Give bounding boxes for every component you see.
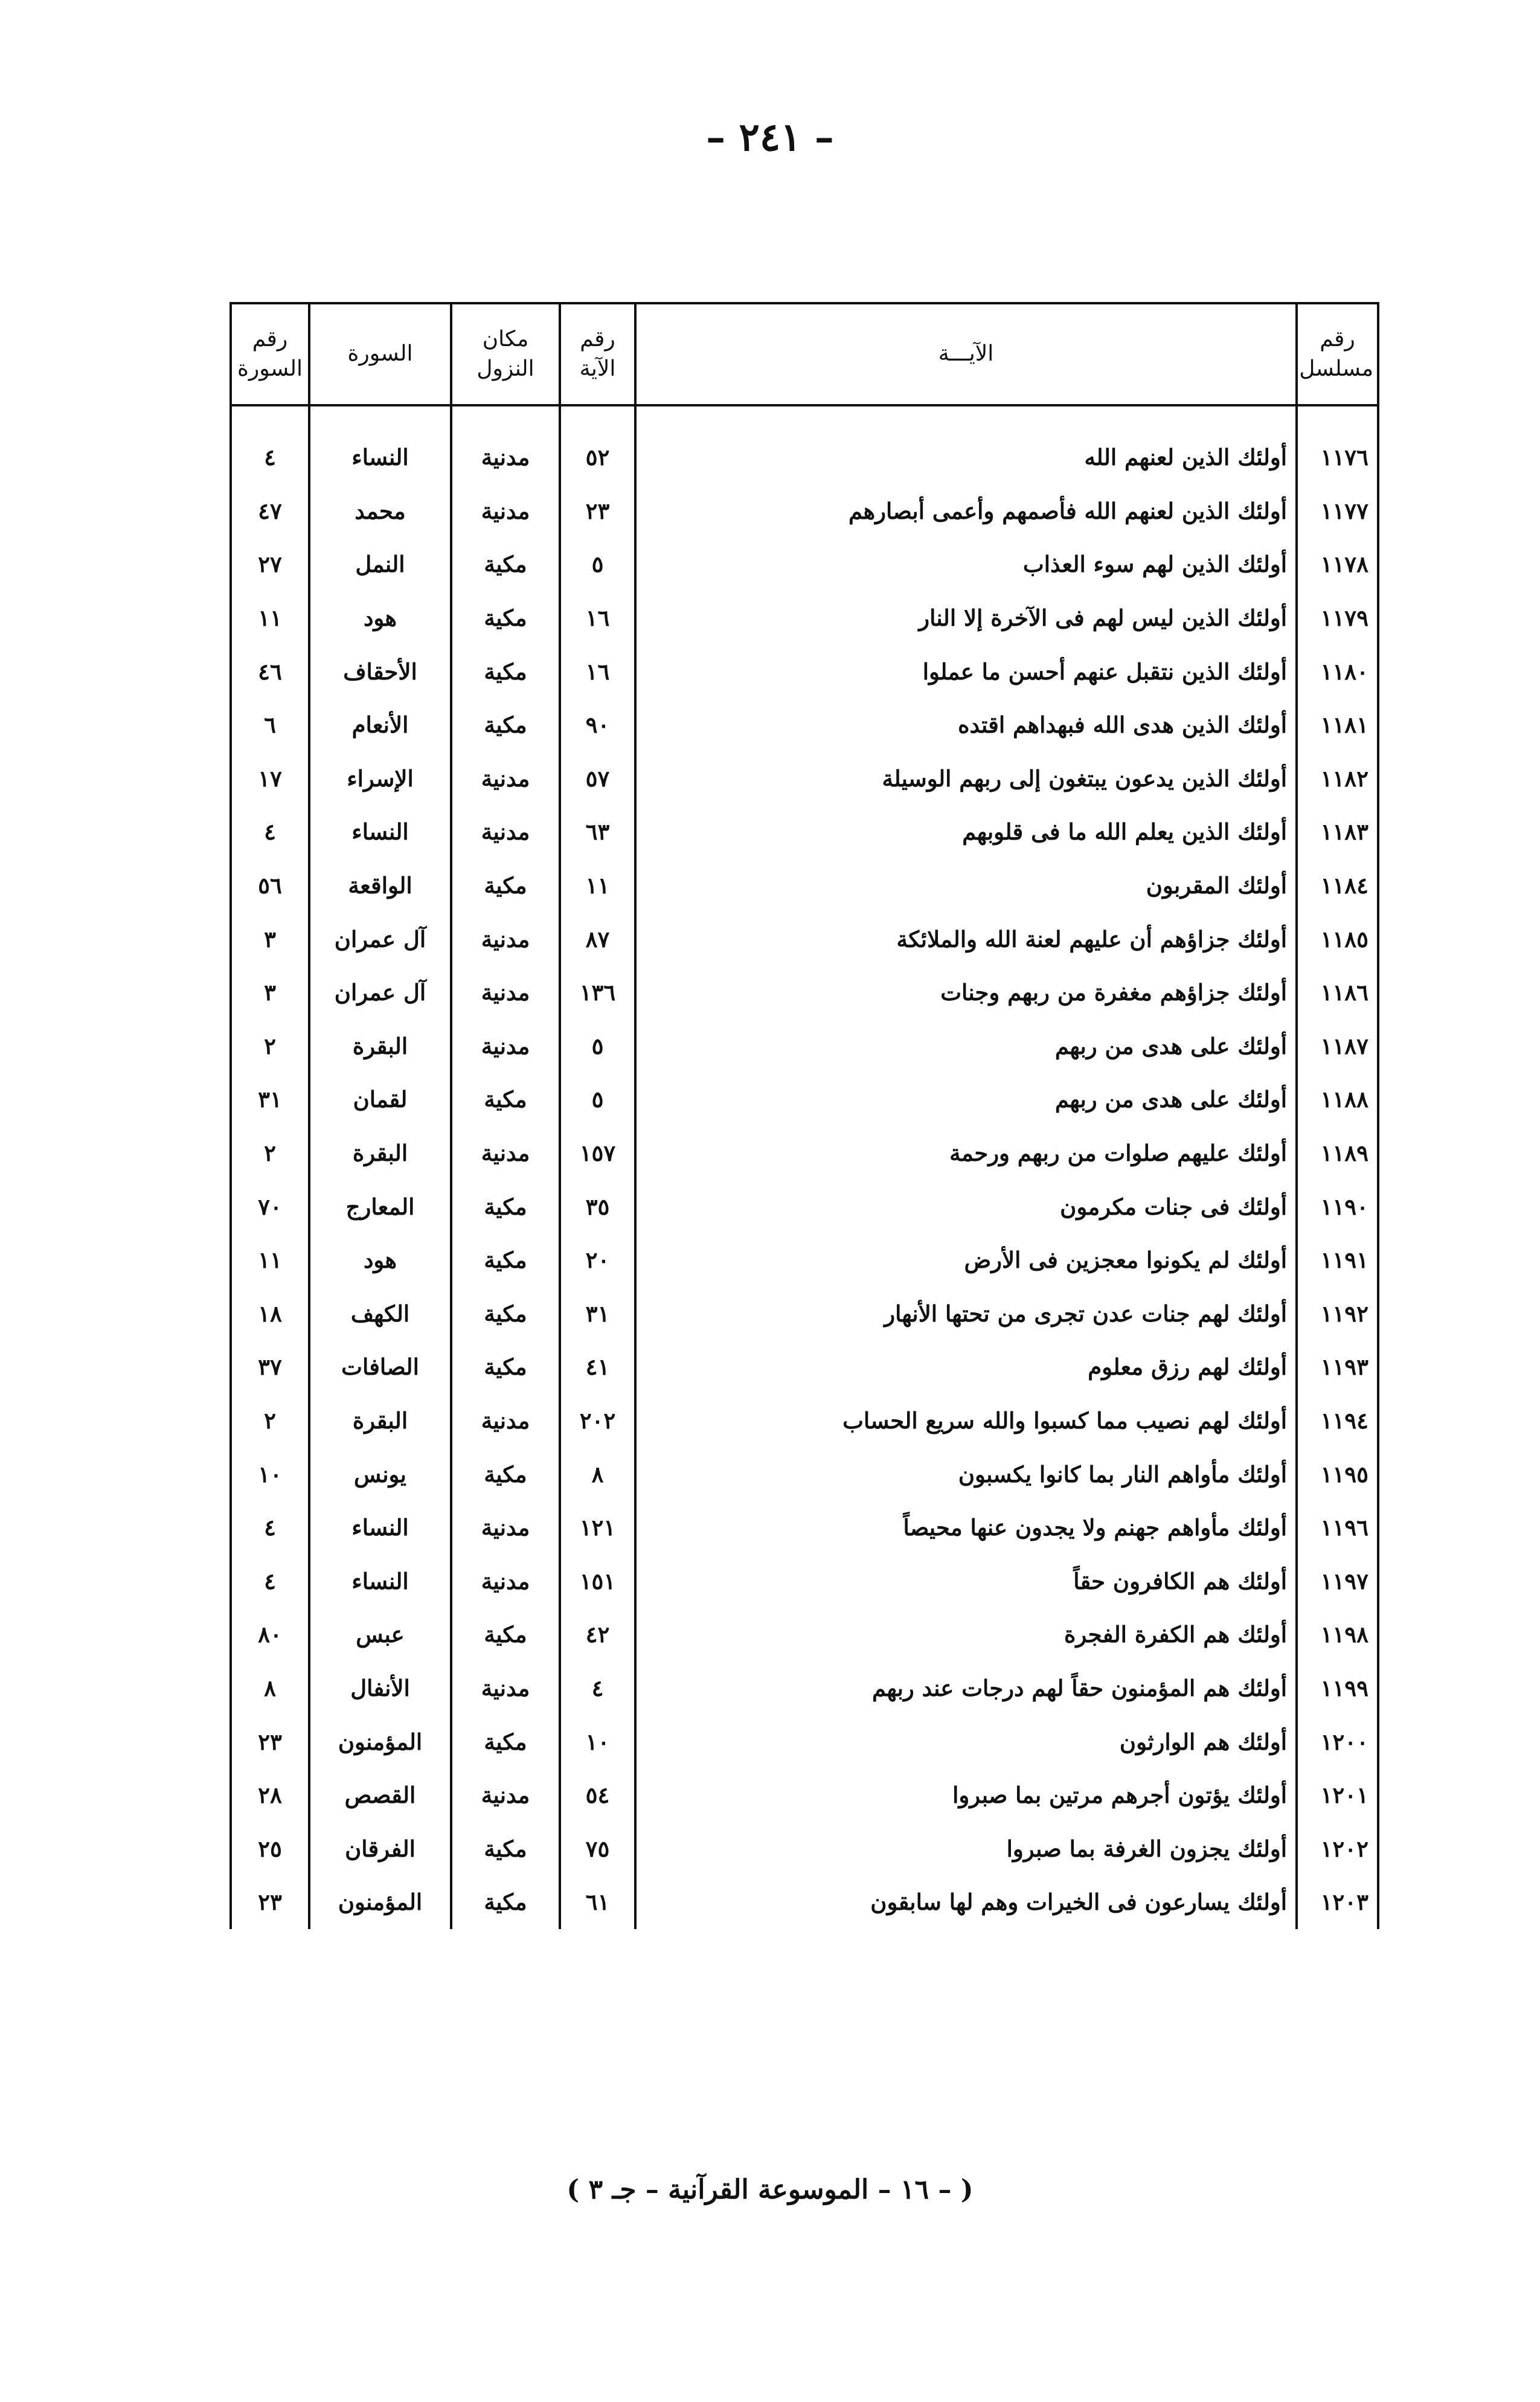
surah-name-cell: القصص [309,1768,451,1822]
verse-cell: أولئك الذين يعلم الله ما فى قلوبهم [635,805,1297,859]
table-row [231,484,1378,538]
ayah-number-cell: ١٦ [560,591,635,645]
serial-cell: ١٢٠٠ [1297,1715,1378,1768]
table-row [231,1180,1378,1233]
table-spacer-row [231,405,1378,431]
revelation-place-cell: مدنية [451,966,560,1020]
verse-cell: أولئك المقربون [635,859,1297,913]
ayah-number-cell: ٧٥ [560,1822,635,1875]
verse-cell: أولئك يؤتون أجرهم مرتين بما صبروا [635,1768,1297,1822]
surah-name-cell: المؤمنون [309,1875,451,1929]
surah-name-cell: البقرة [309,1020,451,1073]
ayah-number-cell: ٦١ [560,1875,635,1929]
surah-name-cell: آل عمران [309,912,451,966]
ayah-number-cell: ٨ [560,1447,635,1501]
table-row [231,431,1378,484]
serial-cell: ١١٩٤ [1297,1394,1378,1448]
verse-cell: أولئك الذين هدى الله فبهداهم اقتده [635,698,1297,752]
serial-cell: ١١٨٠ [1297,644,1378,698]
verse-cell: أولئك على هدى من ربهم [635,1073,1297,1126]
verse-cell: أولئك لهم نصيب مما كسبوا والله سريع الحساب [635,1394,1297,1448]
verse-cell: أولئك جزاؤهم أن عليهم لعنة الله والملائكة [635,912,1297,966]
serial-cell: ١١٩٦ [1297,1501,1378,1555]
table-row [231,591,1378,645]
verse-cell: أولئك هم الكفرة الفجرة [635,1608,1297,1662]
revelation-place-cell: مكية [451,538,560,591]
ayah-number-cell: ١١ [560,859,635,913]
surah-number-cell: ٤ [231,1554,309,1608]
surah-name-cell: البقرة [309,1394,451,1448]
ayah-number-cell: ٥ [560,538,635,591]
verse-cell: أولئك مأواهم النار بما كانوا يكسبون [635,1447,1297,1501]
verse-cell: أولئك الذين لعنهم الله فأصمهم وأعمى أبصارهم [635,484,1297,538]
table-row [231,644,1378,698]
serial-cell: ١١٩٥ [1297,1447,1378,1501]
table-row [231,1447,1378,1501]
table-row [231,1340,1378,1394]
surah-name-cell: الفرقان [309,1822,451,1875]
serial-cell: ١١٧٩ [1297,591,1378,645]
verse-cell: أولئك جزاؤهم مغفرة من ربهم وجنات [635,966,1297,1020]
table-row [231,1501,1378,1555]
verse-cell: أولئك يسارعون فى الخيرات وهم لها سابقون [635,1875,1297,1929]
serial-cell: ١١٨٥ [1297,912,1378,966]
ayah-number-cell: ٥٧ [560,752,635,806]
surah-number-cell: ٢٨ [231,1768,309,1822]
surah-number-cell: ٦ [231,698,309,752]
revelation-place-cell: مدنية [451,752,560,806]
verse-cell: أولئك هم الكافرون حقاً [635,1554,1297,1608]
verse-cell: أولئك على هدى من ربهم [635,1020,1297,1073]
verse-cell: أولئك الذين ليس لهم فى الآخرة إلا النار [635,591,1297,645]
surah-name-cell: الأنعام [309,698,451,752]
surah-number-cell: ١١ [231,591,309,645]
surah-number-cell: ٥٦ [231,859,309,913]
surah-name-cell: المعارج [309,1180,451,1233]
surah-number-cell: ٣ [231,912,309,966]
table-row [231,912,1378,966]
serial-cell: ١١٩٠ [1297,1180,1378,1233]
surah-name-cell: النساء [309,431,451,484]
table-body [231,405,1378,1929]
serial-cell: ١١٩٨ [1297,1608,1378,1662]
serial-cell: ١١٨٩ [1297,1126,1378,1180]
serial-cell: ١١٩٣ [1297,1340,1378,1394]
verse-cell: أولئك الذين لعنهم الله [635,431,1297,484]
revelation-place-cell: مدنية [451,805,560,859]
serial-cell: ١١٨٣ [1297,805,1378,859]
serial-cell: ١١٩١ [1297,1233,1378,1287]
table-row [231,1608,1378,1662]
surah-name-cell: الأحقاف [309,644,451,698]
surah-number-cell: ١٠ [231,1447,309,1501]
surah-number-cell: ٢٣ [231,1715,309,1768]
ayah-number-cell: ٤ [560,1662,635,1715]
surah-number-cell: ٢٧ [231,538,309,591]
surah-number-cell: ٤٧ [231,484,309,538]
revelation-place-cell: مدنية [451,1020,560,1073]
surah-number-cell: ٨ [231,1662,309,1715]
verse-cell: أولئك الذين لهم سوء العذاب [635,538,1297,591]
ayah-number-cell: ١٣٦ [560,966,635,1020]
serial-cell: ١١٨٤ [1297,859,1378,913]
surah-number-cell: ٤ [231,1501,309,1555]
revelation-place-cell: مكية [451,1340,560,1394]
verse-cell: أولئك يجزون الغرفة بما صبروا [635,1822,1297,1875]
ayah-number-cell: ٥٢ [560,431,635,484]
table-row [231,1715,1378,1768]
surah-name-cell: هود [309,1233,451,1287]
ayah-number-cell: ٢٠ [560,1233,635,1287]
surah-name-cell: الكهف [309,1287,451,1341]
revelation-place-cell: مدنية [451,1394,560,1448]
serial-cell: ١١٧٨ [1297,538,1378,591]
page-number: – ٢٤١ – [706,115,834,160]
verse-index-table [229,302,1377,1929]
revelation-place-cell: مكية [451,1073,560,1126]
ayah-number-cell: ١٢١ [560,1501,635,1555]
surah-number-cell: ١٧ [231,752,309,806]
surah-number-cell: ١٨ [231,1287,309,1341]
revelation-place-cell: مكية [451,859,560,913]
table-row [231,1073,1378,1126]
revelation-place-cell: مدنية [451,1554,560,1608]
table-row [231,752,1378,806]
serial-cell: ١١٩٩ [1297,1662,1378,1715]
surah-number-cell: ٣١ [231,1073,309,1126]
table-row [231,1554,1378,1608]
surah-number-cell: ٢٥ [231,1822,309,1875]
surah-name-cell: محمد [309,484,451,538]
revelation-place-cell: مكية [451,1233,560,1287]
revelation-place-cell: مدنية [451,912,560,966]
table-row [231,538,1378,591]
surah-name-cell: النساء [309,805,451,859]
surah-name-cell: البقرة [309,1126,451,1180]
revelation-place-cell: مكية [451,591,560,645]
revelation-place-cell: مكية [451,698,560,752]
surah-number-cell: ٤ [231,805,309,859]
table-row [231,805,1378,859]
table-row [231,1822,1378,1875]
surah-number-cell: ٢ [231,1126,309,1180]
surah-name-cell: الإسراء [309,752,451,806]
table-row [231,1233,1378,1287]
verse-cell: أولئك عليهم صلوات من ربهم ورحمة [635,1126,1297,1180]
ayah-number-cell: ١٥٧ [560,1126,635,1180]
revelation-place-cell: مكية [451,1447,560,1501]
surah-name-cell: النساء [309,1554,451,1608]
revelation-place-cell: مدنية [451,431,560,484]
surah-name-cell: المؤمنون [309,1715,451,1768]
table-row [231,859,1378,913]
table-row [231,1768,1378,1822]
header-revelation-place: مكان النزول [451,303,560,405]
ayah-number-cell: ١٦ [560,644,635,698]
revelation-place-cell: مدنية [451,1126,560,1180]
ayah-number-cell: ٩٠ [560,698,635,752]
surah-name-cell: الصافات [309,1340,451,1394]
surah-number-cell: ٨٠ [231,1608,309,1662]
serial-cell: ١١٩٧ [1297,1554,1378,1608]
serial-cell: ١١٨٢ [1297,752,1378,806]
serial-cell: ١٢٠١ [1297,1768,1378,1822]
verse-cell: أولئك لم يكونوا معجزين فى الأرض [635,1233,1297,1287]
verse-cell: أولئك لهم رزق معلوم [635,1340,1297,1394]
revelation-place-cell: مكية [451,1822,560,1875]
serial-cell: ١١٨١ [1297,698,1378,752]
ayah-number-cell: ٥٤ [560,1768,635,1822]
verse-cell: أولئك فى جنات مكرمون [635,1180,1297,1233]
table-row [231,1287,1378,1341]
table-row [231,966,1378,1020]
revelation-place-cell: مكية [451,644,560,698]
verse-cell: أولئك الذين نتقبل عنهم أحسن ما عملوا [635,644,1297,698]
ayah-number-cell: ٣٥ [560,1180,635,1233]
surah-number-cell: ١١ [231,1233,309,1287]
table-row [231,1126,1378,1180]
serial-cell: ١١٨٨ [1297,1073,1378,1126]
verse-cell: أولئك لهم جنات عدن تجرى من تحتها الأنهار [635,1287,1297,1341]
surah-name-cell: النساء [309,1501,451,1555]
revelation-place-cell: مكية [451,1180,560,1233]
surah-name-cell: لقمان [309,1073,451,1126]
surah-number-cell: ٣ [231,966,309,1020]
surah-number-cell: ٧٠ [231,1180,309,1233]
surah-name-cell: آل عمران [309,966,451,1020]
revelation-place-cell: مكية [451,1715,560,1768]
surah-name-cell: هود [309,591,451,645]
ayah-number-cell: ٨٧ [560,912,635,966]
verse-cell: أولئك مأواهم جهنم ولا يجدون عنها محيصاً [635,1501,1297,1555]
table-row [231,1020,1378,1073]
surah-number-cell: ٣٧ [231,1340,309,1394]
header-serial: رقم مسلسل [1297,303,1378,405]
table-row [231,698,1378,752]
header-verse: الآيـــة [635,303,1297,405]
serial-cell: ١١٧٧ [1297,484,1378,538]
ayah-number-cell: ١٥١ [560,1554,635,1608]
table-row [231,1394,1378,1448]
revelation-place-cell: مكية [451,1287,560,1341]
revelation-place-cell: مدنية [451,1768,560,1822]
verse-cell: أولئك هم الوارثون [635,1715,1297,1768]
ayah-number-cell: ١٠ [560,1715,635,1768]
serial-cell: ١١٧٦ [1297,431,1378,484]
ayah-number-cell: ٥ [560,1020,635,1073]
table-header-row [231,303,1378,405]
surah-name-cell: الواقعة [309,859,451,913]
ayah-number-cell: ٥ [560,1073,635,1126]
serial-cell: ١١٨٧ [1297,1020,1378,1073]
header-surah: السورة [309,303,451,405]
ayah-number-cell: ٤١ [560,1340,635,1394]
header-surah-number: رقم السورة [231,303,309,405]
ayah-number-cell: ٣١ [560,1287,635,1341]
ayah-number-cell: ٢٠٢ [560,1394,635,1448]
revelation-place-cell: مدنية [451,484,560,538]
serial-cell: ١٢٠٢ [1297,1822,1378,1875]
table-row [231,1875,1378,1929]
surah-name-cell: يونس [309,1447,451,1501]
ayah-number-cell: ٦٣ [560,805,635,859]
revelation-place-cell: مكية [451,1875,560,1929]
serial-cell: ١١٩٢ [1297,1287,1378,1341]
surah-name-cell: النمل [309,538,451,591]
revelation-place-cell: مكية [451,1608,560,1662]
revelation-place-cell: مدنية [451,1662,560,1715]
footer-note: ( – ١٦ – الموسوعة القرآنية – جـ ٣ ) [566,2174,974,2205]
serial-cell: ١٢٠٣ [1297,1875,1378,1929]
surah-name-cell: الأنفال [309,1662,451,1715]
verse-cell: أولئك الذين يدعون يبتغون إلى ربهم الوسيلة [635,752,1297,806]
surah-number-cell: ٤ [231,431,309,484]
verse-cell: أولئك هم المؤمنون حقاً لهم درجات عند ربهم [635,1662,1297,1715]
ayah-number-cell: ٤٢ [560,1608,635,1662]
surah-number-cell: ٢ [231,1394,309,1448]
surah-number-cell: ٤٦ [231,644,309,698]
header-ayah-number: رقم الآية [560,303,635,405]
surah-number-cell: ٢ [231,1020,309,1073]
ayah-number-cell: ٢٣ [560,484,635,538]
surah-name-cell: عبس [309,1608,451,1662]
table-row [231,1662,1378,1715]
serial-cell: ١١٨٦ [1297,966,1378,1020]
surah-number-cell: ٢٣ [231,1875,309,1929]
revelation-place-cell: مدنية [451,1501,560,1555]
